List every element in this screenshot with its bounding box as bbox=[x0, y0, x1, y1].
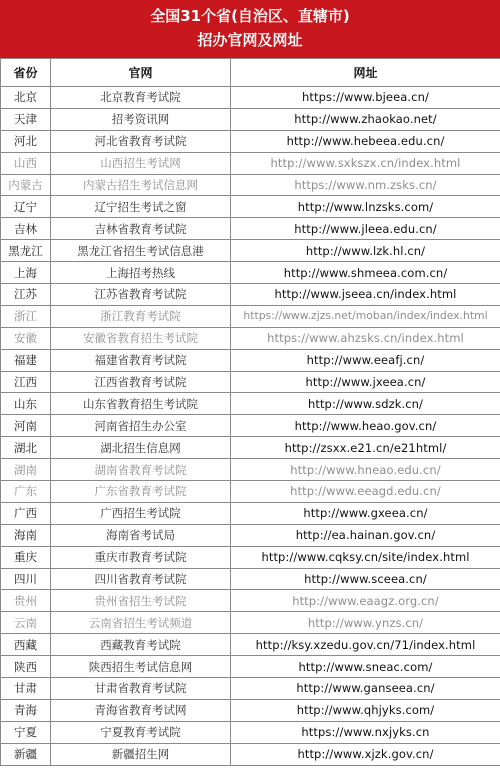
table-row bbox=[1, 108, 500, 130]
province-cell: 吉林 bbox=[1, 218, 51, 240]
official-site-cell: 浙江教育考试院 bbox=[51, 305, 231, 327]
table-row bbox=[1, 240, 500, 262]
url-link[interactable]: http://ea.hainan.gov.cn/ bbox=[231, 524, 500, 546]
province-cell: 福建 bbox=[1, 349, 51, 371]
table-row bbox=[1, 502, 500, 524]
province-cell: 安徽 bbox=[1, 327, 51, 349]
province-cell: 湖北 bbox=[1, 437, 51, 459]
official-site-cell: 湖北招生信息网 bbox=[51, 437, 231, 459]
url-link[interactable]: http://www.zhaokao.net/ bbox=[231, 108, 500, 130]
official-site-cell: 辽宁招生考试之窗 bbox=[51, 196, 231, 218]
url-link[interactable]: http://www.cqksy.cn/site/index.html bbox=[231, 546, 500, 568]
table-row bbox=[1, 218, 500, 240]
url-link[interactable]: http://zsxx.e21.cn/e21html/ bbox=[231, 437, 500, 459]
province-cell: 海南 bbox=[1, 524, 51, 546]
province-cell: 山东 bbox=[1, 393, 51, 415]
official-site-cell: 山东省教育招生考试院 bbox=[51, 393, 231, 415]
table-row bbox=[1, 130, 500, 152]
official-site-cell: 吉林省教育考试院 bbox=[51, 218, 231, 240]
url-link[interactable]: http://www.jleea.edu.cn/ bbox=[231, 218, 500, 240]
table-row bbox=[1, 568, 500, 590]
official-site-cell: 甘肃省教育考试院 bbox=[51, 678, 231, 700]
province-cell: 广东 bbox=[1, 481, 51, 503]
official-site-cell: 云南省招生考试频道 bbox=[51, 612, 231, 634]
table-row bbox=[1, 327, 500, 349]
url-link[interactable]: http://www.sceea.cn/ bbox=[231, 568, 500, 590]
official-site-cell: 西藏教育考试院 bbox=[51, 634, 231, 656]
table-row bbox=[1, 546, 500, 568]
url-link[interactable]: http://www.qhjyks.com/ bbox=[231, 699, 500, 721]
province-cell: 辽宁 bbox=[1, 196, 51, 218]
table-row bbox=[1, 262, 500, 284]
official-site-cell: 山西招生考试网 bbox=[51, 152, 231, 174]
province-cell: 河北 bbox=[1, 130, 51, 152]
province-cell: 云南 bbox=[1, 612, 51, 634]
table-row bbox=[1, 699, 500, 721]
url-link[interactable]: http://www.sxkszx.cn/index.html bbox=[231, 152, 500, 174]
province-cell: 浙江 bbox=[1, 305, 51, 327]
header-official-site: 官网 bbox=[51, 59, 231, 87]
official-site-cell: 河北省教育考试院 bbox=[51, 130, 231, 152]
official-site-cell: 广东省教育考试院 bbox=[51, 481, 231, 503]
table-row bbox=[1, 656, 500, 678]
url-link[interactable]: https://www.ahzsks.cn/index.html bbox=[231, 327, 500, 349]
url-link[interactable]: http://www.eeagd.edu.cn/ bbox=[231, 481, 500, 503]
url-link[interactable]: https://www.nxjyks.cn bbox=[231, 721, 500, 743]
table-row bbox=[1, 634, 500, 656]
url-link[interactable]: http://www.gxeea.cn/ bbox=[231, 502, 500, 524]
table-row bbox=[1, 437, 500, 459]
url-link[interactable]: http://ksy.xzedu.gov.cn/71/index.html bbox=[231, 634, 500, 656]
official-site-cell: 宁夏教育考试院 bbox=[51, 721, 231, 743]
official-site-cell: 江西省教育考试院 bbox=[51, 371, 231, 393]
official-site-cell: 陕西招生考试信息网 bbox=[51, 656, 231, 678]
url-link[interactable]: http://www.sdzk.cn/ bbox=[231, 393, 500, 415]
province-cell: 山西 bbox=[1, 152, 51, 174]
province-cell: 内蒙古 bbox=[1, 174, 51, 196]
url-link[interactable]: http://www.hneao.edu.cn/ bbox=[231, 459, 500, 481]
header-url: 网址 bbox=[231, 59, 500, 87]
official-site-cell: 黑龙江省招生考试信息港 bbox=[51, 240, 231, 262]
province-cell: 广西 bbox=[1, 502, 51, 524]
page-subtitle: 招办官网及网址 bbox=[197, 31, 303, 49]
url-link[interactable]: http://www.shmeea.com.cn/ bbox=[231, 262, 500, 284]
url-link[interactable]: http://www.sneac.com/ bbox=[231, 656, 500, 678]
table-row bbox=[1, 481, 500, 503]
table-row bbox=[1, 284, 500, 306]
official-site-cell: 内蒙古招生考试信息网 bbox=[51, 174, 231, 196]
table-row bbox=[1, 459, 500, 481]
url-link[interactable]: http://www.lzk.hl.cn/ bbox=[231, 240, 500, 262]
official-site-cell: 上海招考热线 bbox=[51, 262, 231, 284]
province-cell: 北京 bbox=[1, 87, 51, 109]
table-row bbox=[1, 152, 500, 174]
province-cell: 宁夏 bbox=[1, 721, 51, 743]
table-row bbox=[1, 721, 500, 743]
table-row bbox=[1, 415, 500, 437]
header-province: 省份 bbox=[1, 59, 51, 87]
table-row bbox=[1, 612, 500, 634]
table-row bbox=[1, 678, 500, 700]
official-site-cell: 福建省教育考试院 bbox=[51, 349, 231, 371]
province-cell: 陕西 bbox=[1, 656, 51, 678]
table-row bbox=[1, 371, 500, 393]
province-cell: 天津 bbox=[1, 108, 51, 130]
url-link[interactable]: http://www.heao.gov.cn/ bbox=[231, 415, 500, 437]
title-banner bbox=[0, 0, 500, 58]
province-cell: 江西 bbox=[1, 371, 51, 393]
official-site-cell: 招考资讯网 bbox=[51, 108, 231, 130]
url-link[interactable]: http://www.ganseea.cn/ bbox=[231, 678, 500, 700]
table-header-row bbox=[1, 59, 500, 87]
province-cell: 湖南 bbox=[1, 459, 51, 481]
table-row bbox=[1, 743, 500, 765]
province-cell: 四川 bbox=[1, 568, 51, 590]
table-row bbox=[1, 196, 500, 218]
table-row bbox=[1, 524, 500, 546]
province-cell: 重庆 bbox=[1, 546, 51, 568]
province-cell: 河南 bbox=[1, 415, 51, 437]
official-site-cell: 河南省招生办公室 bbox=[51, 415, 231, 437]
table-row bbox=[1, 174, 500, 196]
url-link[interactable]: https://www.zjzs.net/moban/index/index.html bbox=[231, 305, 500, 327]
official-site-cell: 北京教育考试院 bbox=[51, 87, 231, 109]
url-link[interactable]: http://www.eaagz.org.cn/ bbox=[231, 590, 500, 612]
table-row bbox=[1, 305, 500, 327]
table-body bbox=[1, 87, 500, 766]
province-cell: 西藏 bbox=[1, 634, 51, 656]
province-cell: 江苏 bbox=[1, 284, 51, 306]
url-link[interactable]: http://www.lnzsks.com/ bbox=[231, 196, 500, 218]
table-row bbox=[1, 393, 500, 415]
table-row bbox=[1, 87, 500, 109]
province-cell: 黑龙江 bbox=[1, 240, 51, 262]
url-link[interactable]: http://www.hebeea.edu.cn/ bbox=[231, 130, 500, 152]
province-cell: 新疆 bbox=[1, 743, 51, 765]
url-link[interactable]: http://www.ynzs.cn/ bbox=[231, 612, 500, 634]
official-site-cell: 重庆市教育考试院 bbox=[51, 546, 231, 568]
page-title: 全国31个省(自治区、直辖市) bbox=[150, 7, 350, 25]
official-site-cell: 广西招生考试院 bbox=[51, 502, 231, 524]
url-link[interactable]: http://www.eeafj.cn/ bbox=[231, 349, 500, 371]
official-site-cell: 安徽省教育招生考试院 bbox=[51, 327, 231, 349]
official-site-cell: 江苏省教育考试院 bbox=[51, 284, 231, 306]
province-cell: 上海 bbox=[1, 262, 51, 284]
url-link[interactable]: https://www.bjeea.cn/ bbox=[231, 87, 500, 109]
table-row bbox=[1, 349, 500, 371]
table-row bbox=[1, 590, 500, 612]
province-cell: 贵州 bbox=[1, 590, 51, 612]
official-site-cell: 湖南省教育考试院 bbox=[51, 459, 231, 481]
official-site-cell: 四川省教育考试院 bbox=[51, 568, 231, 590]
url-link[interactable]: https://www.nm.zsks.cn/ bbox=[231, 174, 500, 196]
official-site-cell: 青海省教育考试网 bbox=[51, 699, 231, 721]
province-cell: 青海 bbox=[1, 699, 51, 721]
official-site-cell: 新疆招生网 bbox=[51, 743, 231, 765]
official-site-cell: 海南省考试局 bbox=[51, 524, 231, 546]
url-link[interactable]: http://www.xjzk.gov.cn/ bbox=[231, 743, 500, 765]
url-link[interactable]: http://www.jxeea.cn/ bbox=[231, 371, 500, 393]
official-site-cell: 贵州省招生考试院 bbox=[51, 590, 231, 612]
url-link[interactable]: http://www.jseea.cn/index.html bbox=[231, 284, 500, 306]
province-cell: 甘肃 bbox=[1, 678, 51, 700]
admissions-table bbox=[0, 58, 500, 766]
